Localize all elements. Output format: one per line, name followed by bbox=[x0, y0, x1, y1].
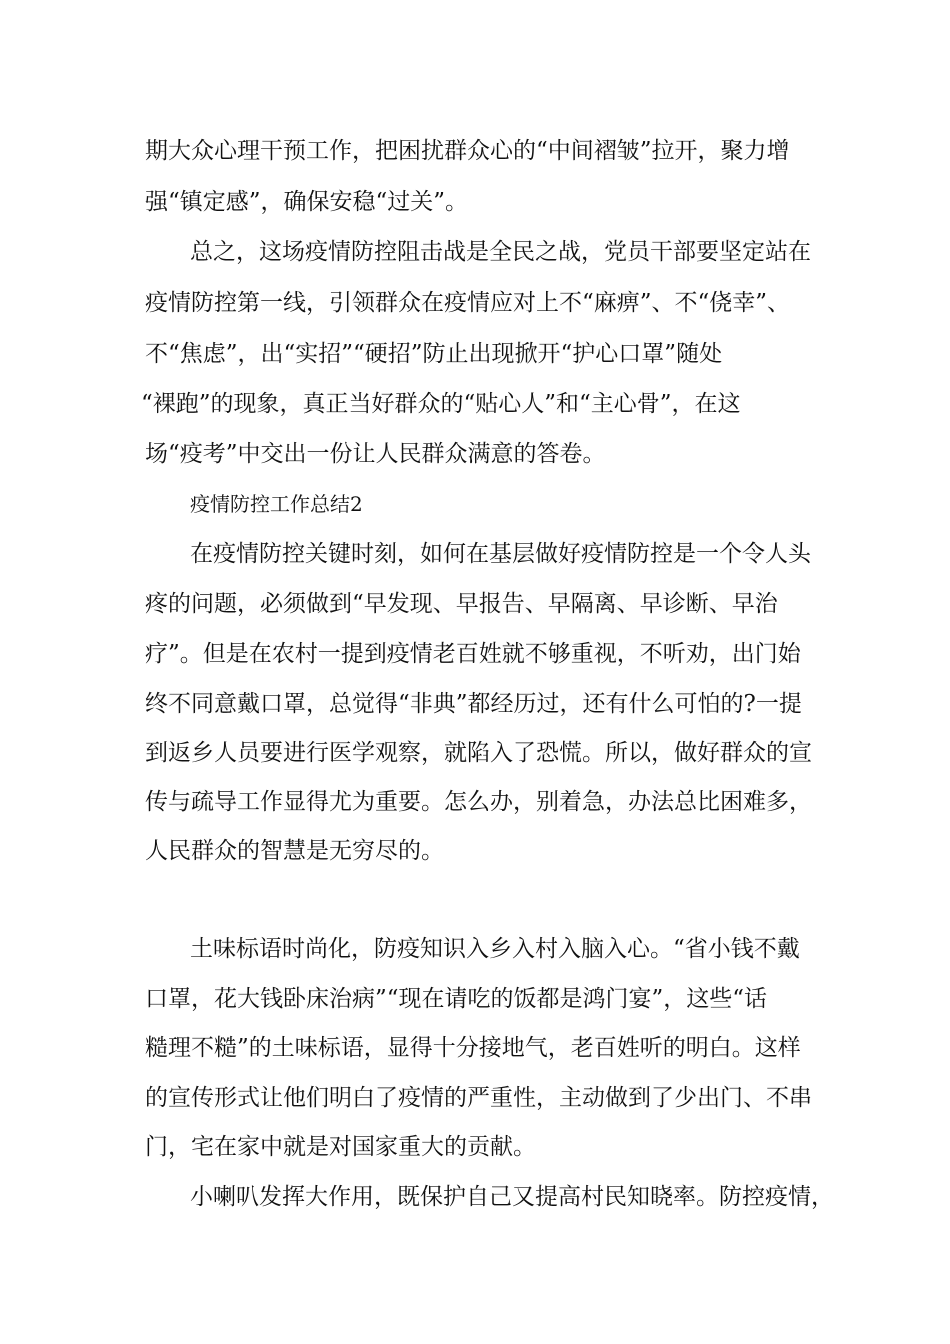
line-text: 的宣传形式让他们明白了疫情的严重性，主动做到了少出门、不串 bbox=[145, 1085, 812, 1111]
line-text: 场“疫考”中交出一份让人民群众满意的答卷。 bbox=[145, 441, 606, 467]
line-text: 总之，这场疫情防控阻击战是全民之战，党员干部要坚定站在 bbox=[190, 239, 811, 265]
text-line bbox=[0, 1028, 950, 1068]
line-text: 门，宅在家中就是对国家重大的贡献。 bbox=[145, 1134, 536, 1160]
line-text: 小喇叭发挥大作用，既保护自己又提高村民知晓率。防控疫情， bbox=[190, 1184, 834, 1210]
heading-text: 疫情防控工作总结2 bbox=[190, 492, 363, 516]
line-text: 疼的问题，必须做到“早发现、早报告、早隔离、早诊断、早治 bbox=[145, 591, 778, 617]
text-line bbox=[0, 782, 950, 822]
text-line bbox=[0, 182, 950, 222]
line-text: 强“镇定感”，确保安稳“过关”。 bbox=[145, 189, 469, 215]
text-line bbox=[0, 534, 950, 574]
text-line bbox=[0, 1078, 950, 1118]
line-text: 到返乡人员要进行医学观察，就陷入了恐慌。所以，做好群众的宣 bbox=[145, 740, 812, 766]
text-line bbox=[0, 684, 950, 724]
line-text: 不“焦虑”，出“实招”“硬招”防止出现掀开“护心口罩”随处 bbox=[145, 341, 723, 367]
text-line bbox=[0, 334, 950, 374]
text-line bbox=[0, 929, 950, 969]
text-line bbox=[0, 384, 950, 424]
text-line bbox=[0, 131, 950, 171]
line-text: 糙理不糙”的土味标语，显得十分接地气，老百姓听的明白。这样 bbox=[145, 1035, 801, 1061]
line-text: 口罩，花大钱卧床治病”“现在请吃的饭都是鸿门宴”，这些“话 bbox=[145, 986, 768, 1012]
text-line bbox=[0, 733, 950, 773]
line-text: 在疫情防控关键时刻，如何在基层做好疫情防控是一个令人头 bbox=[190, 541, 811, 567]
line-text: “裸跑”的现象，真正当好群众的“贴心人”和“主心骨”，在这 bbox=[141, 391, 741, 417]
text-line bbox=[0, 634, 950, 674]
line-text: 土味标语时尚化，防疫知识入乡入村入脑入心。“省小钱不戴 bbox=[190, 936, 800, 962]
text-line bbox=[0, 979, 950, 1019]
line-text: 疗”。但是在农村一提到疫情老百姓就不够重视，不听劝，出门始 bbox=[145, 641, 801, 667]
line-text: 疫情防控第一线，引领群众在疫情应对上不“麻痹”、不“侥幸”、 bbox=[145, 290, 791, 316]
line-text: 人民群众的智慧是无穷尽的。 bbox=[145, 838, 444, 864]
text-line bbox=[0, 1127, 950, 1167]
line-text: 终不同意戴口罩，总觉得“非典”都经历过，还有什么可怕的?一提 bbox=[145, 691, 802, 717]
text-line bbox=[0, 584, 950, 624]
line-text: 期大众心理干预工作，把困扰群众心的“中间褶皱”拉开，聚力增 bbox=[145, 138, 790, 164]
text-line bbox=[0, 831, 950, 871]
section-heading bbox=[0, 484, 950, 524]
text-line bbox=[0, 1177, 950, 1217]
text-line bbox=[0, 434, 950, 474]
text-line bbox=[0, 232, 950, 272]
text-line bbox=[0, 283, 950, 323]
line-text: 传与疏导工作显得尤为重要。怎么办，别着急，办法总比困难多， bbox=[145, 789, 812, 815]
